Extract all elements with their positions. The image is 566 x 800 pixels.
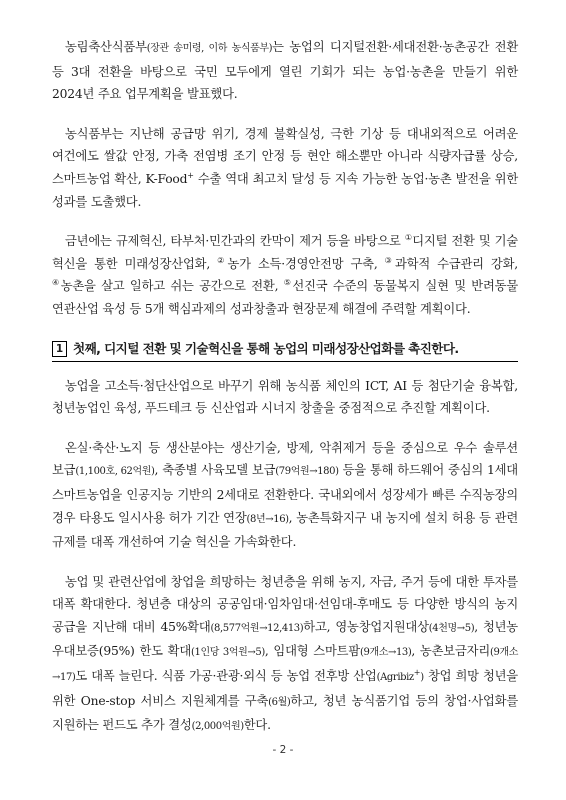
text-run-small: (9개소→17) — [52, 647, 518, 684]
text-run: 는 농업의 디지털전환·세대전환·농촌공간 전환 등 3대 전환을 바탕으로 국민 모두에게 열린 기회가 되는 농업·농촌을 만들기 위한 2024년 주요 업무계획을 발표했다. — [52, 40, 518, 102]
circled-number: ② — [217, 255, 228, 265]
text-run: 과학적 수급관리 강화, — [395, 256, 518, 271]
text-run: 농촌을 살고 일하고 쉬는 공간으로 전환, — [60, 279, 284, 294]
text-run: 농가 소득·경영안전망 구축, — [227, 256, 385, 271]
text-run-small: (4천명→5) — [428, 622, 475, 634]
text-run: , 농촌특화지구 내 농지에 설치 허용 등 관련 규제를 대폭 개선하여 기술 혁신을 가속화한다. — [52, 510, 518, 550]
superscript: + — [187, 170, 194, 180]
circled-number: ④ — [52, 278, 61, 288]
text-run: 도 대폭 늘린다. 식품 가공·관광·외식 등 농업 전후방 산업 — [75, 669, 377, 684]
paragraph-plan-announcement — [52, 36, 518, 106]
text-run: 금년에는 규제혁신, 타부처·민간과의 칸막이 제거 등을 바탕으로 — [65, 234, 405, 249]
text-run: 하고, 청년 농식품기업 등의 창업·사업화를 지원하는 펀드도 추가 결성 — [52, 693, 518, 733]
text-run: 온실·축산·노지 등 생산분야는 생산기술, 방제, 악취제거 등을 중심으로 우수 솔루션 보급 — [52, 440, 518, 478]
circled-number: ③ — [384, 255, 395, 265]
text-run-small: (장관 송미령, 이하 농식품부) — [146, 43, 273, 54]
text-run-small: (8,577억원→12,413) — [210, 622, 304, 634]
text-run: 선진국 수준의 동물복지 실현 및 반려동물 연관산업 육성 등 5개 핵심과제의 성과창출과 현장문제 해결에 주력할 계획이다. — [52, 279, 518, 316]
text-run-small: (1인당 3억원→5) — [191, 647, 265, 659]
text-run-small: (1,100호, 62억원) — [75, 466, 155, 478]
text-run: 한다. — [243, 718, 271, 733]
text-run-small: ) — [420, 672, 424, 684]
paragraph-smart-farming — [52, 437, 518, 554]
page-number: - 2 - — [272, 744, 294, 756]
circled-number: ⑤ — [283, 278, 293, 288]
paragraph-achievements — [52, 123, 518, 213]
text-run: 디지털 전환 및 기술 혁신을 통한 미래성장산업화, — [52, 234, 518, 271]
text-run: 농식품부는 지난해 공급망 위기, 경제 불확실성, 극한 기상 등 대내외적으로 어려운 여건에도 쌀값 안정, 가축 전염병 조기 안정 등 현안 해소뿐만 아니라 식량자급률 상승, 스마트농업 확산, K-Food — [52, 126, 518, 186]
section-heading — [52, 338, 518, 362]
section-number-box: 1 — [52, 341, 67, 357]
superscript: + — [413, 667, 421, 677]
text-run-small: (79억원→180) — [275, 466, 339, 478]
section-heading-text: 첫째, 디지털 전환 및 기술혁신을 통해 농업의 미래성장산업화를 촉진한다. — [73, 340, 459, 356]
text-run-small: (2,000억원) — [191, 721, 244, 733]
paragraph-high-tech-agriculture — [52, 375, 518, 420]
text-run: , 청년농 우대보증 — [52, 619, 518, 659]
text-run-small: (8년→16) — [246, 513, 289, 525]
text-run: , 임대형 스마트팜 — [264, 644, 360, 659]
paragraph-core-tasks — [52, 230, 518, 320]
text-run-small: (6월) — [268, 696, 291, 708]
text-run: 수출 역대 최고치 달성 등 지속 가능한 농업·농촌 발전을 위한 성과를 도출했다. — [52, 171, 519, 209]
text-run: 농업 및 관련산업에 창업을 희망하는 청년층을 위해 농지, 자금, 주거 등에 대한 투자를 대폭 확대한다. 청년층 대상의 공공임대·임차임대·선임대-후매도 등 다양한 방식의 농지 공급을 지난해 대비 45%확대 — [52, 574, 518, 634]
circled-number: ① — [404, 233, 413, 243]
text-run: 농업을 고소득·첨단산업으로 바꾸기 위해 농식품 체인의 ICT, AI 등 첨단기술 융복합, 청년농업인 육성, 푸드테크 등 신산업과 시너지 창출을 중점적으로 추진할 계획이다. — [52, 378, 518, 416]
text-run: 농림축산식품부 — [65, 40, 147, 54]
text-run: , 농촌보금자리 — [411, 644, 491, 659]
text-run: 한도 확대 — [134, 644, 192, 659]
text-run: 등을 통해 하드웨어 중심의 1세대 스마트농업을 인공지능 기반의 2세대로 전환한다. 국내외에서 성장세가 빠른 수직농장의 경우 타용도 일시사용 허가 기간 연장 — [52, 463, 518, 525]
text-run: , 축종별 사육모델 보급 — [154, 463, 276, 478]
text-run-small: (Agribiz — [376, 672, 414, 684]
paragraph-youth-support — [52, 571, 518, 739]
text-run: (95%) — [98, 644, 135, 659]
text-run: 창업 희망 청년을 위한 One-stop 서비스 지원체계를 구축 — [52, 669, 518, 708]
text-run: 하고, 영농창업지원대상 — [303, 619, 429, 634]
text-run-small: (9개소→13) — [360, 647, 412, 659]
